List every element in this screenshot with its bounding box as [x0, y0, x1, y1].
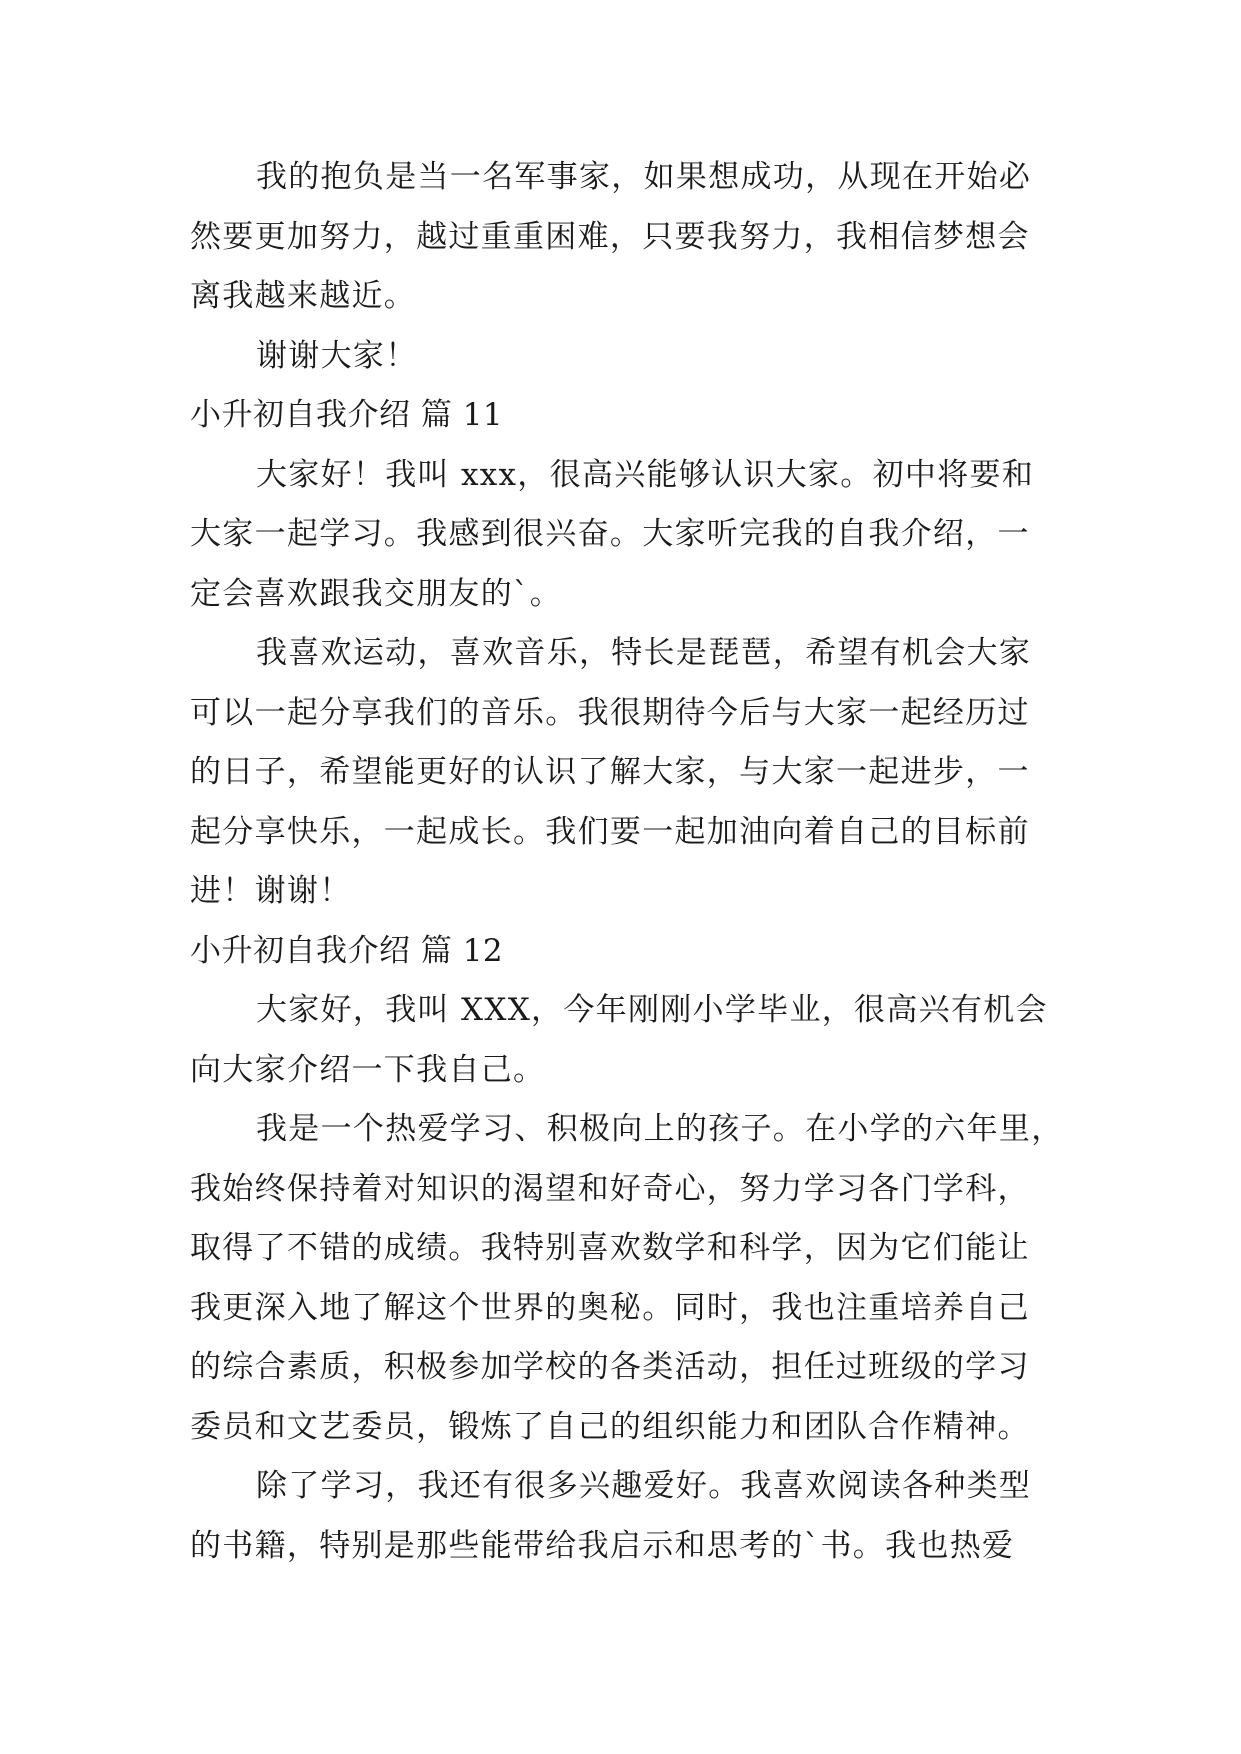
text-line: 大家一起学习。我感到很兴奋。大家听完我的自我介绍，一 [190, 516, 1030, 552]
document-body [190, 148, 1070, 1576]
text-line: 离我越来越近。 [190, 278, 417, 314]
text-line: 进！谢谢！ [190, 873, 352, 909]
text-line: 可以一起分享我们的音乐。我很期待今后与大家一起经历过 [190, 694, 1030, 731]
paragraph [190, 148, 1070, 327]
paragraph [190, 1457, 1070, 1576]
text-line: 除了学习，我还有很多兴趣爱好。我喜欢阅读各种类型 [256, 1468, 1032, 1504]
paragraph [190, 1100, 1070, 1457]
text-line: 我喜欢运动，喜欢音乐，特长是琵琶，希望有机会大家 [256, 635, 1032, 671]
section-heading: 小升初自我介绍 篇 12 [190, 932, 504, 969]
text-line: 起分享快乐，一起成长。我们要一起加油向着自己的目标前 [190, 813, 1030, 850]
text-line: 大家好，我叫 XXX，今年刚刚小学毕业，很高兴有机会 [256, 992, 1048, 1028]
paragraph [190, 981, 1070, 1100]
text-line: 取得了不错的成绩。我特别喜欢数学和科学，因为它们能让 [190, 1230, 1030, 1266]
text-line: 我的抱负是当一名军事家，如果想成功，从现在开始必 [256, 159, 1032, 195]
text-line: 的日子，希望能更好的认识了解大家，与大家一起进步，一 [190, 754, 1030, 790]
paragraph [190, 624, 1070, 922]
text-line: 我更深入地了解这个世界的奥秘。同时，我也注重培养自己 [190, 1289, 1030, 1326]
text-line: 的书籍，特别是那些能带给我启示和思考的`书。我也热爱 [190, 1527, 1015, 1564]
text-line: 我是一个热爱学习、积极向上的孩子。在小学的六年里， [256, 1111, 1064, 1147]
text-line: 然要更加努力，越过重重困难，只要我努力，我相信梦想会 [190, 218, 1030, 255]
section-heading: 小升初自我介绍 篇 11 [190, 397, 504, 433]
text-line: 我始终保持着对知识的渴望和好奇心，努力学习各门学科， [190, 1170, 1030, 1207]
text-line: 委员和文艺委员，锻炼了自己的组织能力和团队合作精神。 [190, 1408, 1030, 1445]
text-line: 大家好！我叫 xxx，很高兴能够认识大家。初中将要和 [256, 456, 1035, 493]
text-line: 向大家介绍一下我自己。 [190, 1051, 546, 1088]
text-line: 的综合素质，积极参加学校的各类活动，担任过班级的学习 [190, 1349, 1030, 1385]
text-line: 谢谢大家！ [256, 337, 418, 374]
text-line: 定会喜欢跟我交朋友的`。 [190, 575, 563, 612]
paragraph [190, 327, 1070, 387]
paragraph [190, 446, 1070, 625]
